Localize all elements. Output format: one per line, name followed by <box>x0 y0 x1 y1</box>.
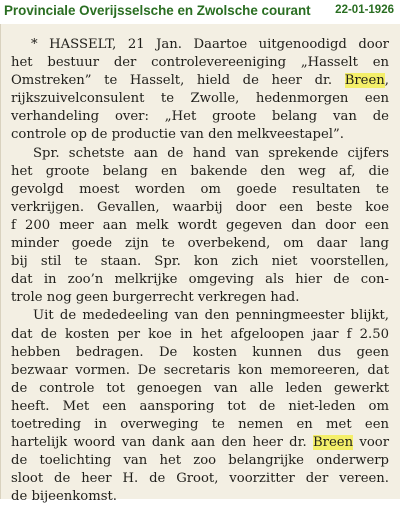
article-text-segment: minder goede zijn te overbekend, om daar lang <box>11 236 389 252</box>
publication-date: 22-01-1926 <box>335 4 394 16</box>
article-text-segment: , <box>384 73 389 89</box>
article-text-segment: verhandeling over: „Het groote belang van de <box>11 109 389 125</box>
article-text-segment: f 200 meer aan melk wordt gegeven dan door een <box>11 217 389 233</box>
article-text-segment: gevolgd moest worden om goede resultaten te <box>11 181 389 197</box>
article-line <box>11 271 389 289</box>
article-text-segment: sloot de heer H. de Groot, voorzitter der vereen. <box>11 471 389 487</box>
article-line <box>11 90 389 108</box>
article-line <box>11 199 389 217</box>
article-line <box>11 235 389 253</box>
article-line <box>11 398 389 416</box>
article-text-segment: Uit de mededeeling van den penningmeester blijkt, <box>33 308 389 324</box>
article-line <box>11 416 389 434</box>
article-text-segment: de bijeenkomst. <box>11 489 117 505</box>
article-text-segment: het bestuur der controlevereeniging „Hasselt en <box>11 55 389 71</box>
article-text-segment: hartelijk woord van dank aan den heer dr. <box>11 435 313 451</box>
article-text-segment: hebben bedragen. De kosten kunnen dus geen <box>11 344 389 360</box>
article-text-segment: verkrijgen. Gevallen, waarbij door een beste koe <box>11 199 389 215</box>
article-text-segment: toetreding in overweging te nemen en met een <box>11 416 389 432</box>
article-text-segment: * HASSELT, 21 Jan. Daartoe uitgenoodigd door <box>31 37 389 52</box>
article-text-segment: rijkszuivelconsulent te Zwolle, hedenmorgen een <box>11 91 389 107</box>
article-line <box>11 145 389 163</box>
article-line <box>11 434 389 452</box>
highlighted-term: Breen <box>312 435 354 451</box>
article-line <box>11 344 389 362</box>
highlighted-term: Breen <box>344 73 385 89</box>
article-text-segment: bezwaar vormen. De secretaris kon memoreeren, dat <box>11 362 389 378</box>
article-text-segment: dat in zoo’n melkrijke omgeving als hier de con- <box>11 272 389 288</box>
article-line <box>11 289 389 307</box>
article-line <box>11 163 389 181</box>
masthead <box>0 0 400 24</box>
article-line <box>11 72 389 90</box>
article-text-segment: de controle tot genoegen van alle leden gewerkt <box>11 380 389 396</box>
newspaper-title: Provinciale Overijsselsche en Zwolsche courant <box>4 3 311 18</box>
article-text-segment: Omstreken” te Hasselt, hield de heer dr. <box>11 73 345 89</box>
article-line <box>11 452 389 470</box>
article-line <box>11 380 389 398</box>
article-text-segment: heeft. Met een aansporing tot de niet-leden om <box>11 398 389 414</box>
article-text-segment: bij stil te staan. Spr. kon zich niet voorstellen, <box>11 254 389 270</box>
article-line <box>11 54 389 72</box>
article-line <box>11 36 389 54</box>
article-line <box>11 488 389 506</box>
article-text-segment: dat de kosten per koe in het afgeloopen jaar f 2.50 <box>11 326 389 342</box>
article-text-segment: de toelichting van het zoo belangrijke onderwerp <box>11 453 389 469</box>
article-text-segment: trole nog geen burgerrecht verkregen had. <box>11 290 300 306</box>
article-line <box>11 253 389 271</box>
article-text-segment: voor <box>353 435 390 451</box>
article-line <box>11 362 389 380</box>
article-text-segment: controle op de productie van den melkveestapel”. <box>11 127 344 143</box>
article-line <box>11 470 389 488</box>
article-body <box>11 36 389 506</box>
article-line <box>11 126 389 144</box>
article-line <box>11 307 389 325</box>
article-line <box>11 326 389 344</box>
article-line <box>11 181 389 199</box>
article-text-segment: het groote belang en bakende den weg af, die <box>11 163 389 179</box>
article-line <box>11 108 389 126</box>
article-clipping <box>0 24 400 505</box>
article-line <box>11 217 389 235</box>
article-text-segment: Spr. schetste aan de hand van sprekende cijfers <box>33 145 389 161</box>
